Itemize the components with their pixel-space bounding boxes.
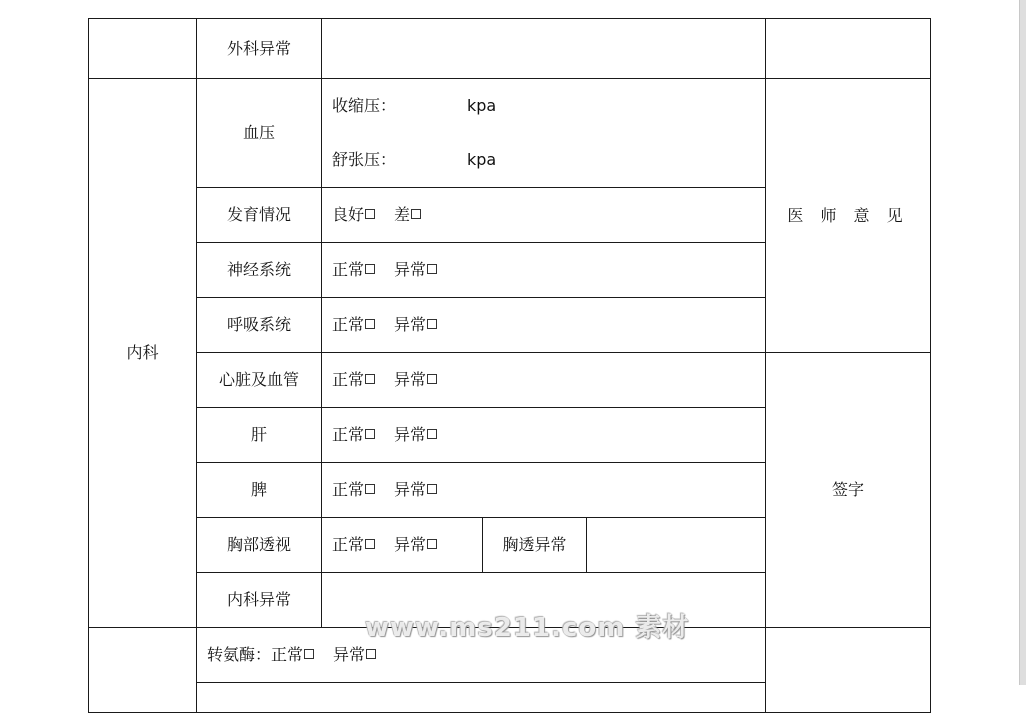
respiratory-label: 呼吸系统 — [197, 298, 322, 353]
nervous-label: 神经系统 — [197, 243, 322, 298]
option-abnormal: 异常 — [394, 370, 427, 389]
liver-options — [322, 408, 766, 463]
option-abnormal: 异常 — [394, 535, 427, 554]
cardio-label: 心脏及血管 — [197, 353, 322, 408]
checkbox-normal[interactable] — [365, 484, 375, 494]
option-abnormal: 异常 — [394, 315, 427, 334]
checkbox-normal[interactable] — [365, 539, 375, 549]
checkbox-abnormal[interactable] — [427, 319, 437, 329]
row-surgery-abnormal — [89, 19, 931, 79]
liver-label: 肝 — [197, 408, 322, 463]
checkbox-abnormal[interactable] — [427, 374, 437, 384]
option-poor: 差 — [394, 205, 411, 224]
surgery-abnormal-label: 外科异常 — [197, 19, 322, 79]
page-edge — [1020, 0, 1026, 685]
checkbox-abnormal[interactable] — [366, 649, 376, 659]
option-abnormal: 异常 — [394, 425, 427, 444]
internal-abnormal-label: 内科异常 — [197, 573, 322, 628]
systolic-label: 收缩压： — [332, 96, 397, 115]
checkbox-normal[interactable] — [304, 649, 314, 659]
checkbox-normal[interactable] — [365, 319, 375, 329]
option-abnormal: 异常 — [333, 645, 366, 664]
diastolic-line — [332, 133, 765, 187]
option-normal: 正常 — [332, 315, 365, 334]
blood-pressure-label: 血压 — [197, 79, 322, 188]
section-cell-bottom — [89, 628, 197, 713]
checkbox-abnormal[interactable] — [427, 264, 437, 274]
checkbox-abnormal[interactable] — [427, 484, 437, 494]
checkbox-abnormal[interactable] — [427, 429, 437, 439]
option-normal: 正常 — [332, 260, 365, 279]
option-normal: 正常 — [332, 535, 365, 554]
option-normal: 正常 — [332, 425, 365, 444]
row-cardio — [89, 353, 931, 408]
chest-xray-abnormal-label: 胸透异常 — [483, 518, 587, 573]
option-normal: 正常 — [332, 480, 365, 499]
chest-xray-abnormal-value[interactable] — [587, 518, 766, 573]
checkbox-normal[interactable] — [365, 264, 375, 274]
internal-section-label: 内科 — [89, 79, 197, 628]
doctor-opinion-label: 医 师 意 见 — [766, 79, 931, 353]
option-abnormal: 异常 — [394, 480, 427, 499]
diastolic-unit: kpa — [467, 150, 497, 169]
doctor-cell-bottom — [766, 628, 931, 713]
option-abnormal: 异常 — [394, 260, 427, 279]
option-normal: 正常 — [271, 645, 304, 664]
blood-pressure-value[interactable] — [322, 79, 766, 188]
chest-xray-label: 胸部透视 — [197, 518, 322, 573]
checkbox-normal[interactable] — [365, 374, 375, 384]
respiratory-options — [322, 298, 766, 353]
checkbox-good[interactable] — [365, 209, 375, 219]
development-label: 发育情况 — [197, 188, 322, 243]
cardio-options — [322, 353, 766, 408]
doctor-cell-top — [766, 19, 931, 79]
option-good: 良好 — [332, 205, 365, 224]
checkbox-abnormal[interactable] — [427, 539, 437, 549]
chest-xray-options — [322, 518, 483, 573]
watermark: www.ms211.com 素材 — [365, 613, 690, 643]
transaminase-label: 转氨酶： — [207, 645, 272, 664]
spleen-options — [322, 463, 766, 518]
systolic-unit: kpa — [467, 96, 497, 115]
checkbox-poor[interactable] — [411, 209, 421, 219]
systolic-line — [332, 79, 765, 133]
diastolic-label: 舒张压： — [332, 150, 397, 169]
cutoff-cell — [197, 683, 766, 713]
option-normal: 正常 — [332, 370, 365, 389]
surgery-abnormal-value[interactable] — [322, 19, 766, 79]
section-cell-empty-top — [89, 19, 197, 79]
doctor-sign-label: 签字 — [766, 353, 931, 628]
checkbox-normal[interactable] — [365, 429, 375, 439]
spleen-label: 脾 — [197, 463, 322, 518]
row-blood-pressure — [89, 79, 931, 188]
nervous-options — [322, 243, 766, 298]
development-options — [322, 188, 766, 243]
